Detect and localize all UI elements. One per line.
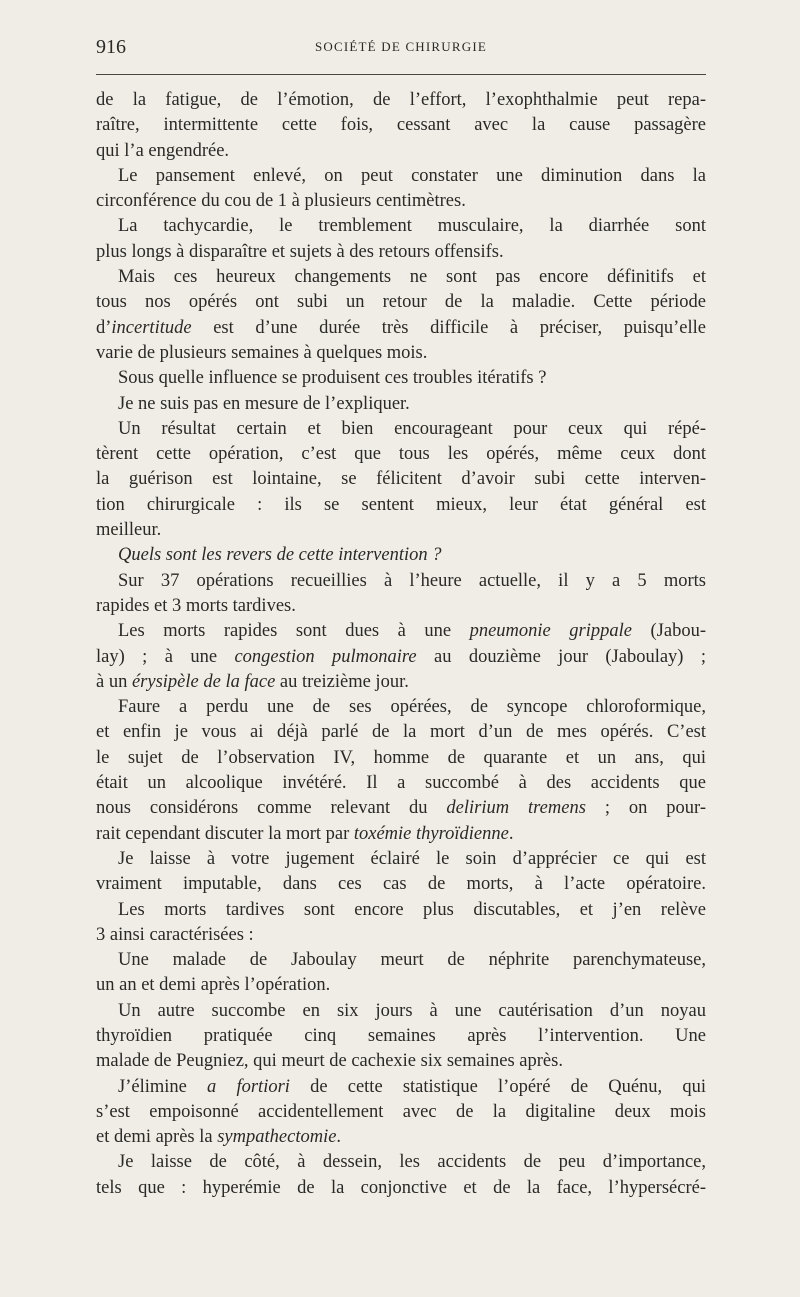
page-number: 916: [96, 36, 126, 58]
text-line: à un érysipèle de la face au treizième jour.: [96, 671, 409, 692]
text-line: Un résultat certain et bien encourageant pour ceux qui répé-: [118, 418, 706, 439]
text-line: raître, intermittente cette fois, cessant avec la cause passagère: [96, 115, 706, 136]
text-line: qui l’a engendrée.: [96, 140, 230, 161]
body-text: [96, 88, 706, 1201]
text-line: nous considérons comme relevant du delirium tremens ; on pour-: [96, 798, 707, 819]
text-line: Un autre succombe en six jours à une cautérisation d’un noyau: [118, 1000, 706, 1021]
running-title: SOCIÉTÉ DE CHIRURGIE: [314, 39, 488, 54]
text-line: tels que : hyperémie de la conjonctive et de la face, l’hypersécré-: [96, 1177, 706, 1198]
text-line: Les morts rapides sont dues à une pneumonie grippale (Jabou-: [118, 621, 706, 642]
text-line: Faure a perdu une de ses opérées, de syncope chloroformique,: [118, 697, 706, 718]
text-line: J’élimine a fortiori de cette statistique l’opéré de Quénu, qui: [118, 1076, 706, 1097]
text-line: de la fatigue, de l’émotion, de l’effort, l’exophthalmie peut repa-: [96, 90, 706, 110]
text-line: tion chirurgicale : ils se sentent mieux, leur état général est: [96, 494, 706, 515]
text-line: le sujet de l’observation IV, homme de quarante et un ans, qui: [96, 747, 706, 768]
text-line: Quels sont les revers de cette intervention ?: [118, 545, 442, 566]
text-line: rapides et 3 morts tardives.: [96, 595, 296, 616]
text-line: Les morts tardives sont encore plus discutables, et j’en relève: [118, 899, 706, 920]
text-line: circonférence du cou de 1 à plusieurs centimètres.: [96, 191, 466, 212]
text-line: varie de plusieurs semaines à quelques mois.: [96, 342, 428, 363]
text-line: Le pansement enlevé, on peut constater une diminution dans la: [118, 165, 706, 186]
text-line: tèrent cette opération, c’est que tous les opérés, même ceux dont: [96, 444, 706, 465]
text-line: rait cependant discuter la mort par toxémie thyroïdienne.: [96, 823, 514, 844]
text-line: la guérison est lointaine, se félicitent d’avoir subi cette interven-: [96, 469, 706, 490]
text-line: Je laisse à votre jugement éclairé le soin d’apprécier ce qui est: [118, 848, 706, 869]
text-line: Mais ces heureux changements ne sont pas encore définitifs et: [118, 267, 706, 288]
text-line: La tachycardie, le tremblement musculaire, la diarrhée sont: [118, 216, 706, 237]
text-line: et demi après la sympathectomie.: [96, 1127, 342, 1148]
page-header: [96, 36, 706, 60]
text-line: Sur 37 opérations recueillies à l’heure actuelle, il y a 5 morts: [118, 570, 706, 591]
text-line: thyroïdien pratiquée cinq semaines après l’intervention. Une: [96, 1025, 706, 1046]
text-line: d’incertitude est d’une durée très difficile à préciser, puisqu’elle: [96, 317, 706, 338]
text-line: s’est empoisonné accidentellement avec de la digitaline deux mois: [96, 1101, 706, 1122]
text-line: Je laisse de côté, à dessein, les accidents de peu d’importance,: [118, 1152, 706, 1173]
text-line: plus longs à disparaître et sujets à des retours offensifs.: [96, 241, 504, 262]
text-line: un an et demi après l’opération.: [96, 975, 331, 996]
text-line: tous nos opérés ont subi un retour de la maladie. Cette période: [96, 292, 706, 313]
text-line: était un alcoolique invétéré. Il a succombé à des accidents que: [96, 773, 706, 794]
text-line: 3 ainsi caractérisées :: [96, 924, 254, 945]
text-line: Une malade de Jaboulay meurt de néphrite parenchymateuse,: [118, 950, 706, 971]
text-line: Sous quelle influence se produisent ces troubles itératifs ?: [118, 368, 547, 389]
text-line: vraiment imputable, dans ces cas de morts, à l’acte opératoire.: [96, 874, 706, 895]
header-rule: [96, 74, 706, 75]
text-line: Je ne suis pas en mesure de l’expliquer.: [118, 393, 410, 414]
text-line: et enfin je vous ai déjà parlé de la mort d’un de mes opérés. C’est: [96, 722, 706, 743]
text-line: malade de Peugniez, qui meurt de cachexie six semaines après.: [96, 1051, 563, 1072]
text-line: meilleur.: [96, 520, 162, 541]
text-line: lay) ; à une congestion pulmonaire au douzième jour (Jaboulay) ;: [96, 646, 707, 667]
